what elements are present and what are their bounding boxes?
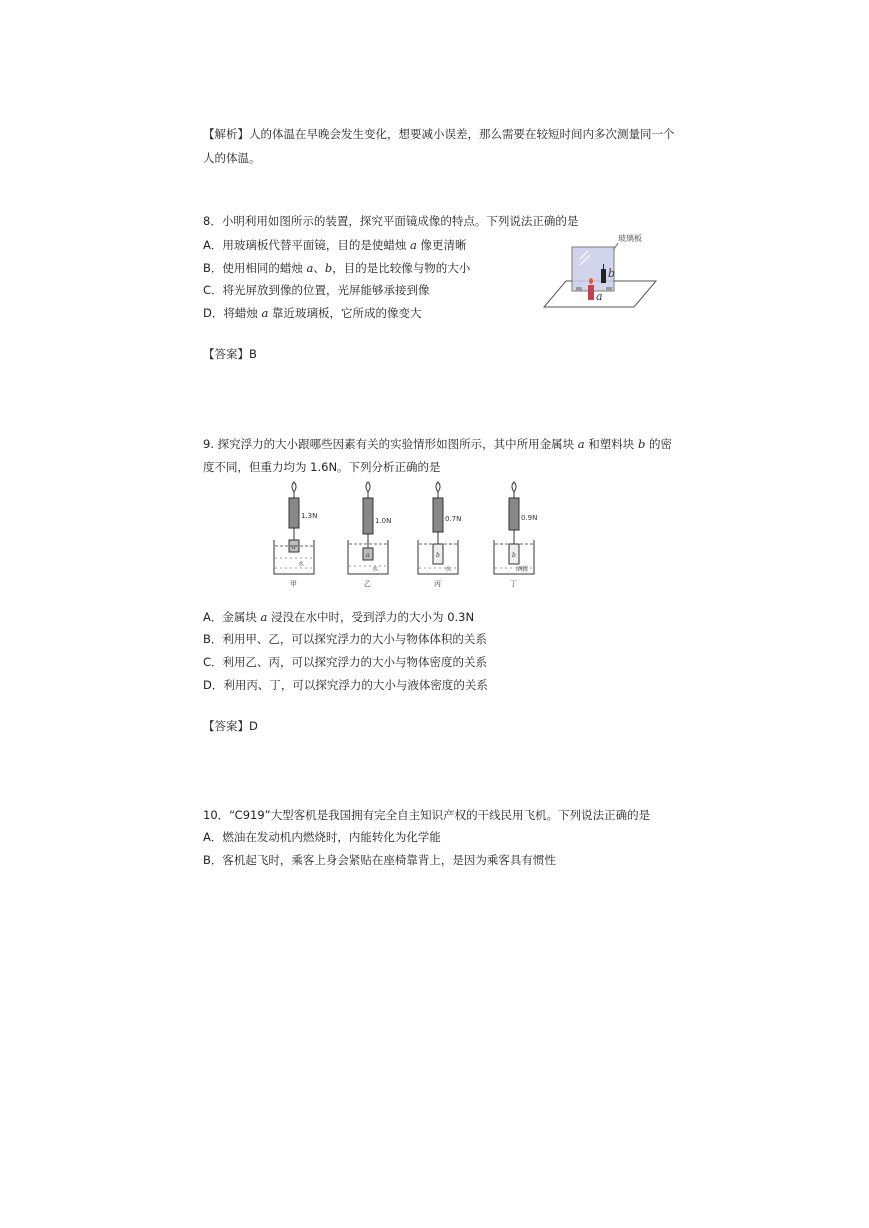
q9-stem-line-2: 度不同，但重力均为 1.6N。下列分析正确的是 bbox=[203, 460, 441, 474]
label-b: b bbox=[608, 267, 616, 280]
svg-text:a: a bbox=[292, 544, 296, 551]
q9-answer: 【答案】D bbox=[203, 719, 258, 733]
svg-text:1.3N: 1.3N bbox=[301, 512, 318, 520]
q8-option-b: B．使用相同的蜡烛 a、b，目的是比较像与物的大小 bbox=[203, 261, 471, 275]
panel-jia bbox=[274, 482, 317, 588]
svg-text:丙: 丙 bbox=[434, 580, 441, 588]
q8-option-a: A．用玻璃板代替平面镜，目的是使蜡烛 a 像更清晰 bbox=[203, 238, 467, 252]
panel-yi bbox=[348, 482, 391, 588]
svg-text:0.7N: 0.7N bbox=[445, 515, 462, 523]
q9-option-d: D．利用丙、丁，可以探究浮力的大小与液体密度的关系 bbox=[203, 678, 488, 692]
q8-stem: 8．小明利用如图所示的装置，探究平面镜成像的特点。下列说法正确的是 bbox=[203, 214, 579, 228]
q8-option-d: D．将蜡烛 a 靠近玻璃板，它所成的像变大 bbox=[203, 306, 422, 320]
q10-option-b: B．客机起飞时，乘客上身会紧贴在座椅靠背上，是因为乘客具有惯性 bbox=[203, 853, 556, 867]
svg-text:b: b bbox=[436, 552, 440, 559]
panel-ding bbox=[494, 482, 537, 588]
q9-option-c: C．利用乙、丙，可以探究浮力的大小与物体密度的关系 bbox=[203, 655, 488, 669]
plane-mirror-figure bbox=[536, 225, 660, 315]
buoyancy-figure bbox=[268, 478, 558, 590]
svg-text:甲: 甲 bbox=[290, 580, 297, 588]
svg-text:水: 水 bbox=[372, 566, 379, 573]
svg-text:丁: 丁 bbox=[510, 580, 517, 588]
q8-answer: 【答案】B bbox=[203, 347, 257, 361]
q10-stem: 10．“C919”大型客机是我国拥有完全自主知识产权的干线民用飞机。下列说法正确的是 bbox=[203, 808, 651, 822]
svg-text:乙: 乙 bbox=[364, 580, 371, 588]
analysis-line-1: 【解析】人的体温在早晚会发生变化，想要减小误差，那么需要在较短时间内多次测量同一个 bbox=[203, 127, 675, 141]
svg-text:0.9N: 0.9N bbox=[521, 514, 538, 522]
q8-option-c: C．将光屏放到像的位置，光屏能够承接到像 bbox=[203, 283, 430, 297]
candle-a bbox=[588, 285, 594, 300]
svg-text:水: 水 bbox=[445, 566, 452, 573]
svg-text:b: b bbox=[512, 552, 516, 559]
svg-text:1.0N: 1.0N bbox=[375, 517, 392, 525]
q9-option-b: B．利用甲、乙，可以探究浮力的大小与物体体积的关系 bbox=[203, 632, 487, 646]
q10-option-a: A．燃油在发动机内燃烧时，内能转化为化学能 bbox=[203, 830, 441, 844]
panel-bing bbox=[418, 482, 461, 588]
analysis-line-2: 人的体温。 bbox=[203, 151, 261, 165]
q9-option-a: A．金属块 a 浸没在水中时，受到浮力的大小为 0.3N bbox=[203, 610, 475, 624]
candle-b bbox=[601, 269, 606, 283]
svg-text:a: a bbox=[366, 552, 370, 559]
svg-text:酒精: 酒精 bbox=[516, 566, 529, 573]
label-a: a bbox=[596, 290, 603, 303]
svg-text:水: 水 bbox=[298, 561, 305, 568]
glass-plate-label: 玻璃板 bbox=[618, 234, 642, 243]
q9-stem-line-1: 9. 探究浮力的大小跟哪些因素有关的实验情形如图所示，其中所用金属块 a 和塑料块 b 的密 bbox=[203, 437, 672, 451]
